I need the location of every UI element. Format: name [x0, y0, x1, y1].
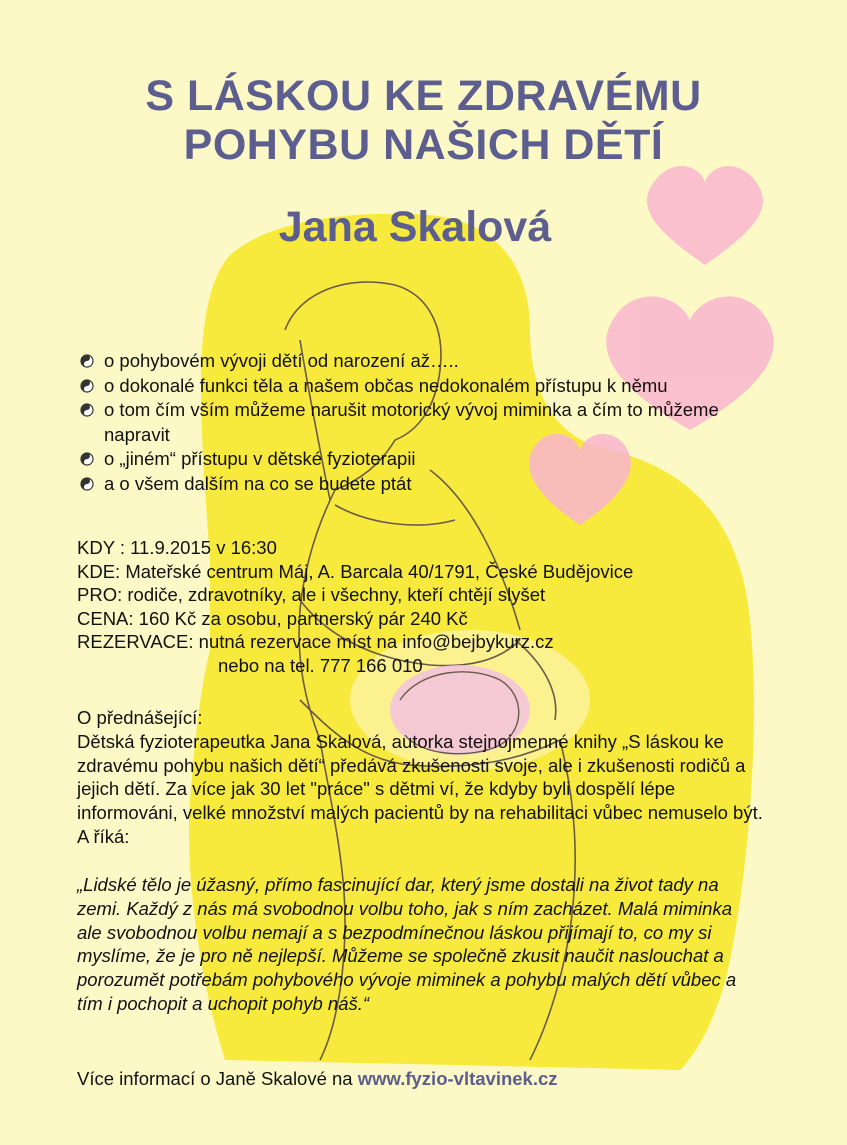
website-link[interactable]: www.fyzio-vltavinek.cz: [357, 1068, 558, 1089]
list-item: [78, 374, 778, 399]
topic-text: o „jiném“ přístupu v dětské fyzioterapii: [104, 448, 416, 469]
topic-text: o tom čím vším můžeme narušit motorický vývoj miminka a čím to můžeme napravit: [104, 399, 719, 445]
lecturer-quote: „Lidské tělo je úžasný, přímo fascinující dar, který jsme dostali na život tady na zemi. Každý z nás má svobodnou volbu toho, jak s ním zacházet. Malá miminka ale svobodnou volbu nemají a s bezpodmínečnou láskou přijímají to, co my si myslíme, že je pro ně nejlepší. Můžeme se společně zkusit naučit naslouchat a porozumět potřebám pohybového vývoje miminek a pohybu malých dětí vůbec a tím i pochopit a uchopit pohyb náš.“: [77, 874, 737, 1014]
page-title: [0, 72, 847, 170]
title-line-2: POHYBU NAŠICH DĚTÍ: [183, 121, 664, 169]
event-reservation-phone: nebo na tel. 777 166 010: [218, 654, 423, 676]
event-when: KDY : 11.9.2015 v 16:30: [77, 537, 277, 558]
list-item: [78, 447, 778, 472]
about-lecturer: [77, 706, 777, 849]
topic-list: [78, 349, 778, 496]
yin-yang-bullet-icon: [80, 452, 94, 466]
title-line-1: S LÁSKOU KE ZDRAVÉMU: [145, 72, 702, 120]
about-heading: O přednášející:: [77, 707, 203, 728]
topic-text: o pohybovém vývoji dětí od narození až…..: [104, 350, 459, 371]
topic-text: o dokonalé funkci těla a našem občas nedokonalém přístupu k němu: [104, 374, 668, 396]
yin-yang-bullet-icon: [80, 354, 94, 368]
about-text: Dětská fyzioterapeutka Jana Skalová, autorka stejnojmenné knihy „S láskou ke zdravému pohybu našich dětí“ předává zkušenosti svoje, ale i zkušenosti rodičů a jejich dětí. Za více jak 30 let "práce" s dětmi ví, že kdyby byli dospělí lépe informováni, velké množství malých pacientů by na rehabilitaci vůbec nemuselo být. A říká:: [77, 730, 763, 847]
footer: [77, 1068, 558, 1090]
event-price: CENA: 160 Kč za osobu, partnerský pár 240 Kč: [77, 607, 468, 629]
topic-text: a o všem dalším na co se budete ptát: [104, 472, 412, 494]
yin-yang-bullet-icon: [80, 403, 94, 417]
event-audience: PRO: rodiče, zdravotníky, ale i všechny, kteří chtějí slyšet: [77, 584, 546, 605]
list-item: [78, 472, 778, 497]
list-item: [78, 398, 778, 447]
event-where: KDE: Mateřské centrum Máj, A. Barcala 40/1791, České Budějovice: [77, 560, 634, 582]
list-item: [78, 349, 778, 374]
author-name: Jana Skalová: [278, 203, 552, 251]
yin-yang-bullet-icon: [80, 477, 94, 491]
footer-text: Více informací o Janě Skalové na: [77, 1068, 358, 1089]
yin-yang-bullet-icon: [80, 379, 94, 393]
event-info: [77, 536, 633, 677]
event-reservation: REZERVACE: nutná rezervace míst na info@bejbykurz.cz: [77, 631, 554, 652]
